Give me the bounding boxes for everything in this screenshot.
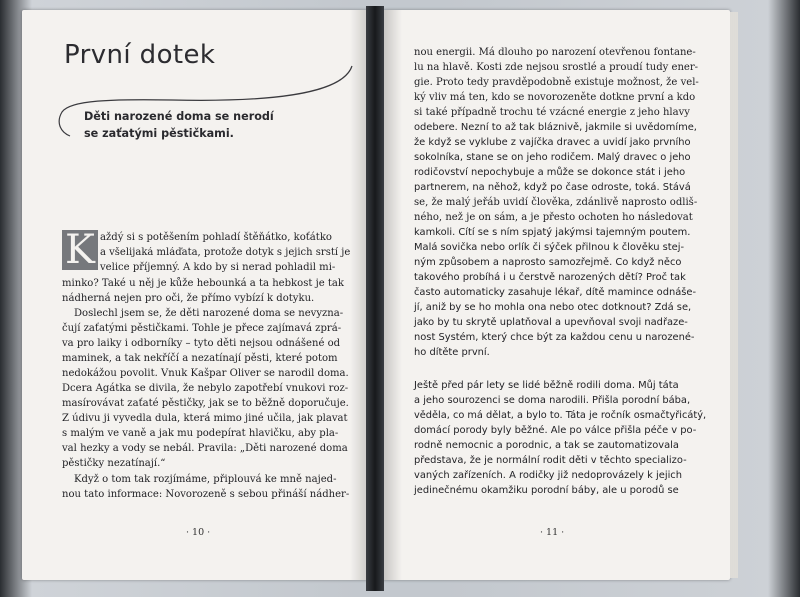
text-line: jako by tu skrytě uplatňoval a upevňoval svoji nadřaze-	[414, 317, 688, 328]
text-line: ným způsobem a naprosto samozřejmě. Co když něco	[414, 257, 682, 268]
text-line: velice příjemný. A kdo by si nerad pohladil mi-	[100, 262, 336, 273]
text-line: často automaticky zasahuje lékař, dítě mamince odnáše-	[414, 287, 697, 298]
text-line: domácí porody byly běžné. Ale po válce přišla péče v po-	[414, 425, 697, 436]
subtitle-line: se zaťatými pěstičkami.	[84, 127, 234, 140]
subtitle-line: Děti narozené doma se nerodí	[84, 110, 274, 123]
text-line: se, že malý jeřáb uvidí člověka, zdánlivě naprosto odliš-	[414, 197, 698, 208]
text-line: nádherná nejen pro oči, že přímo vybízí k dotyku.	[62, 293, 315, 304]
text-line: a všelijaká mláďata, protože dotyk s jejich srstí je	[100, 247, 351, 258]
text-line: val hezky a vody se nebál. Pravila: „Děti narozené doma	[62, 443, 348, 454]
text-line: s malým ve vaně a jak mu podepírat hlavičku, aby pla-	[62, 428, 339, 439]
drop-cap: K	[62, 230, 98, 270]
text-line: maminek, a tak nekříčí a nezatínají pěsti, které potom	[62, 353, 338, 364]
text-line: Malá sovička nebo orlík či sýček přilnou k člověku stej-	[414, 242, 685, 253]
text-line: minko? Také u něj je kůže hebounká a ta hebkost je tak	[62, 278, 344, 289]
text-line: Když o tom tak rozjímáme, připlouvá ke mně najed-	[74, 474, 337, 485]
text-line: pěstičky nezatínají.“	[62, 458, 166, 469]
text-line: nou energii. Má dlouho po narození otevřenou fontane-	[414, 47, 696, 58]
chapter-title: První dotek	[64, 40, 216, 70]
text-line: vaných zařízeních. A rodičky již nedoprovázely k jejich	[414, 470, 682, 481]
text-line: ký vliv má ten, kdo se novorozeněte dotkne první a kdo	[414, 92, 696, 103]
text-line: že když se vyklube z vajíčka dravec a uvidí jako prvního	[414, 137, 691, 148]
text-line: partnerem, na něhož, když po čase odroste, toká. Stává	[414, 182, 691, 193]
page-number-right: · 11 ·	[540, 527, 565, 538]
text-line: si také případně trochu té vzácné energie z jeho hlavy	[414, 107, 690, 118]
text-line: rodně nemocnic a porodnic, a tak se zautomatizovala	[414, 440, 679, 451]
text-line: odebere. Nezní to až tak bláznivě, jakmile si uvědomíme,	[414, 122, 697, 133]
text-line: va pro laiky i odborníky – tyto děti nejsou odnášené od	[62, 338, 341, 349]
text-line: ného, než je on sám, a je přesto ochoten ho následovat	[414, 212, 693, 223]
chapter-subtitle	[84, 108, 284, 142]
text-line: čují zaťatými pěstičkami. Tohle je přece zajímavá zprá-	[62, 323, 342, 334]
text-line: sokolníka, stane se on jeho rodičem. Malý dravec o jeho	[414, 152, 691, 163]
text-line: jí, aniž by se ho mohla ona nebo otec dotknout? Zdá se,	[414, 302, 692, 313]
text-line: a jeho sourozenci se doma narodili. Přišla porodní bába,	[414, 395, 691, 406]
text-line: ho dítěte první.	[414, 347, 490, 358]
text-line: nost Systém, který chce být za každou cenu u narozené-	[414, 332, 695, 343]
text-line: masírovávat zaťaté pěstičky, jak se to běžně doporučuje.	[62, 398, 349, 409]
text-line: nedokážou povolit. Vnuk Kašpar Oliver se narodil doma.	[62, 368, 349, 379]
text-line: rodičovství nepochybuje a může se dokonce stát i jeho	[414, 167, 686, 178]
text-line: Ještě před pár lety se lidé běžně rodili doma. Můj táta	[414, 380, 679, 391]
text-line: takového probíhá i u čerstvě narozených dětí? Proč tak	[414, 272, 686, 283]
text-line: představa, že je normální rodit děti v těchto specializo-	[414, 455, 687, 466]
text-line: nou tato informace: Novorozeně s sebou přináší nádher-	[62, 489, 350, 500]
text-line: kamkoli. Cítí se s ním spjatý jakýmsi tajemným poutem.	[414, 227, 691, 238]
page-number-left: · 10 ·	[186, 527, 211, 538]
text-line: gie. Proto tedy pravděpodobně existuje možnost, že vel-	[414, 77, 699, 88]
text-line: aždý si s potěšením pohladí štěňátko, koťátko	[100, 232, 332, 243]
text-line: lu na hlavě. Kosti zde nejsou srostlé a proudí tudy ener-	[414, 62, 699, 73]
text-line: jedinečnému okamžiku porodní báby, ale u porodů se	[414, 485, 679, 496]
text-line: Z údivu ji vyvedla dula, která mimo jiné učila, jak plavat	[62, 413, 348, 424]
page-stack-edge	[730, 12, 738, 578]
text-line: Doslechl jsem se, že děti narozené doma se nevyzna-	[74, 308, 344, 319]
text-line: věděla, co má dělat, a bylo to. Táta je ročník osmačtyřicátý,	[414, 410, 707, 421]
text-line: Dcera Agátka se divila, že nebylo zapotřebí vnukovi roz-	[62, 383, 349, 394]
